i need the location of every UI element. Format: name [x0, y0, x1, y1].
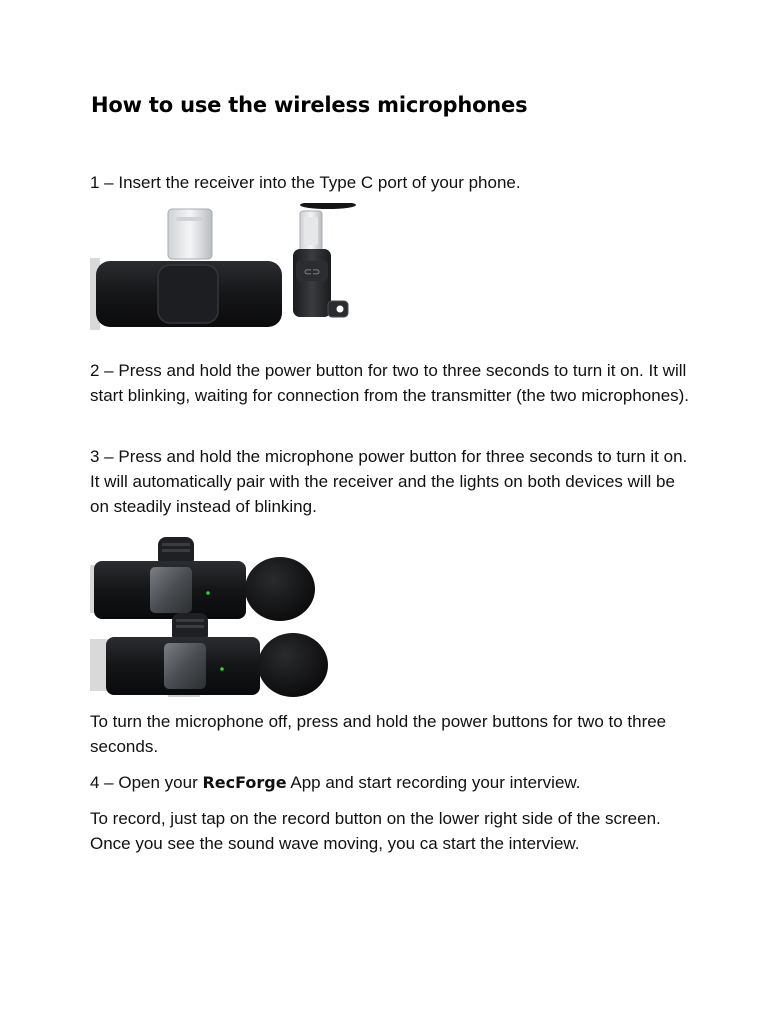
step-4-text: [90, 770, 690, 795]
step-4-suffix: App and start recording your interview.: [286, 773, 581, 792]
receiver-image: [90, 203, 362, 333]
microphones-image: [90, 535, 330, 697]
usb-c-plug: [168, 209, 212, 259]
step-3-text: 3 – Press and hold the microphone power button for three seconds to turn it on. It will automatically pair with the receiver and the lights on both devices will be on steadily instead of blinking.: [90, 447, 688, 516]
mic-power-button: [150, 567, 192, 613]
page-title: How to use the wireless microphones: [91, 93, 528, 117]
receiver-power-button: [158, 265, 218, 323]
step-1-text: 1 – Insert the receiver into the Type C port of your phone.: [90, 173, 521, 192]
turn-off-text: To turn the microphone off, press and hold the power buttons for two to three seconds.: [90, 712, 667, 756]
microphone-top: [90, 537, 315, 621]
svg-text:⊂⊃: ⊂⊃: [303, 267, 321, 278]
foam-windscreen: [245, 557, 315, 621]
status-led: [206, 591, 210, 595]
record-instructions-text: To record, just tap on the record button on the lower right side of the screen. Once you see the sound wave moving, you ca start the interview.: [90, 809, 661, 853]
step-2-text: 2 – Press and hold the power button for two to three seconds to turn it on. It will start blinking, waiting for connection from the transmitter (the two microphones).: [90, 361, 690, 405]
lightning-adapter: [293, 249, 331, 317]
step-4-prefix: 4 – Open your: [90, 773, 203, 792]
app-brand-name: RecForge: [202, 773, 287, 792]
status-led: [220, 667, 224, 671]
microphone-bottom: [90, 613, 328, 697]
foam-windscreen: [258, 633, 328, 697]
mic-power-button: [164, 643, 206, 689]
